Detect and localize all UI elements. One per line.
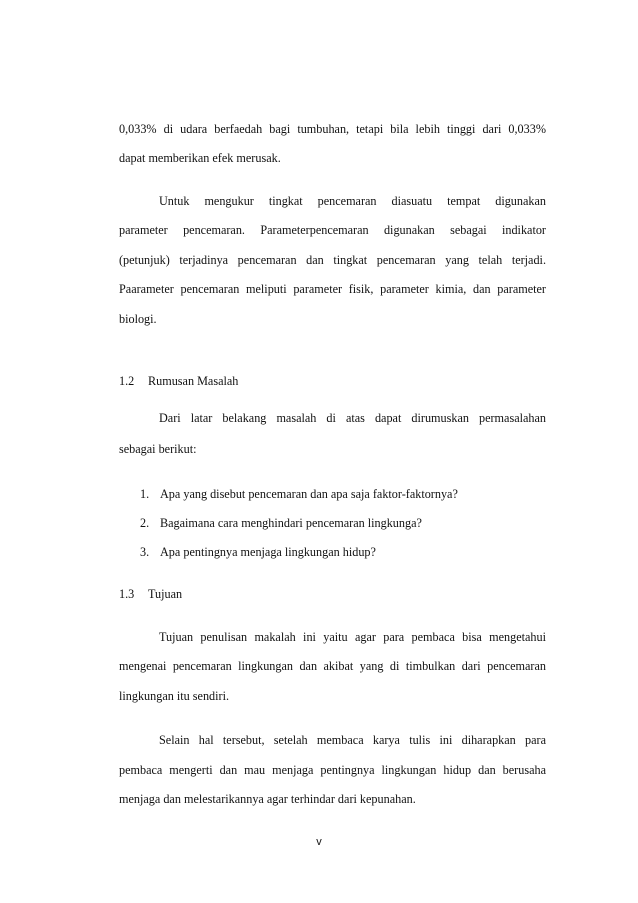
paragraph-line: 0,033% di udara berfaedah bagi tumbuhan, tetapi bila lebih tinggi dari 0,033%: [119, 122, 546, 136]
paragraph-line: lingkungan itu sendiri.: [119, 689, 230, 703]
section-heading-rumusan: [119, 373, 546, 389]
paragraph-line: dapat memberikan efek merusak.: [119, 151, 281, 165]
paragraph-line: Dari latar belakang masalah di atas dapat dirumuskan permasalahan: [159, 411, 546, 425]
paragraph-line: Untuk mengukur tingkat pencemaran diasuatu tempat digunakan: [159, 194, 546, 208]
list-item-number: 2.: [140, 516, 150, 530]
page-number: v: [316, 836, 322, 848]
list-item-number: 3.: [140, 545, 150, 559]
list-item: [140, 515, 567, 531]
list-item-text: Bagaimana cara menghindari pencemaran lingkunga?: [160, 516, 422, 530]
section-title: Rumusan Masalah: [148, 374, 239, 388]
list-item-number: 1.: [140, 487, 150, 501]
list-item-text: Apa yang disebut pencemaran dan apa saja faktor-faktornya?: [160, 487, 458, 501]
paragraph-line: parameter pencemaran. Parameterpencemaran digunakan sebagai indikator: [119, 223, 546, 237]
paragraph-line: Paarameter pencemaran meliputi parameter fisik, parameter kimia, dan parameter: [119, 282, 546, 296]
paragraph-line: biologi.: [119, 312, 157, 326]
paragraph-line: sebagai berikut:: [119, 442, 197, 456]
paragraph-line: Tujuan penulisan makalah ini yaitu agar para pembaca bisa mengetahui: [159, 630, 546, 644]
paragraph-line: pembaca mengerti dan mau menjaga pentingnya lingkungan hidup dan berusaha: [119, 763, 546, 777]
paragraph-line: (petunjuk) terjadinya pencemaran dan tingkat pencemaran yang telah terjadi.: [119, 253, 546, 267]
paragraph-line: mengenai pencemaran lingkungan dan akibat yang di timbulkan dari pencemaran: [119, 659, 546, 673]
list-item: [140, 544, 567, 560]
list-item-text: Apa pentingnya menjaga lingkungan hidup?: [160, 545, 376, 559]
section-number: 1.3: [119, 587, 135, 601]
list-item: [140, 486, 567, 502]
section-number: 1.2: [119, 374, 135, 388]
section-heading-tujuan: [119, 586, 546, 602]
section-title: Tujuan: [148, 587, 183, 601]
paragraph-line: Selain hal tersebut, setelah membaca karya tulis ini diharapkan para: [159, 733, 546, 747]
paragraph-line: menjaga dan melestarikannya agar terhindar dari kepunahan.: [119, 792, 416, 806]
